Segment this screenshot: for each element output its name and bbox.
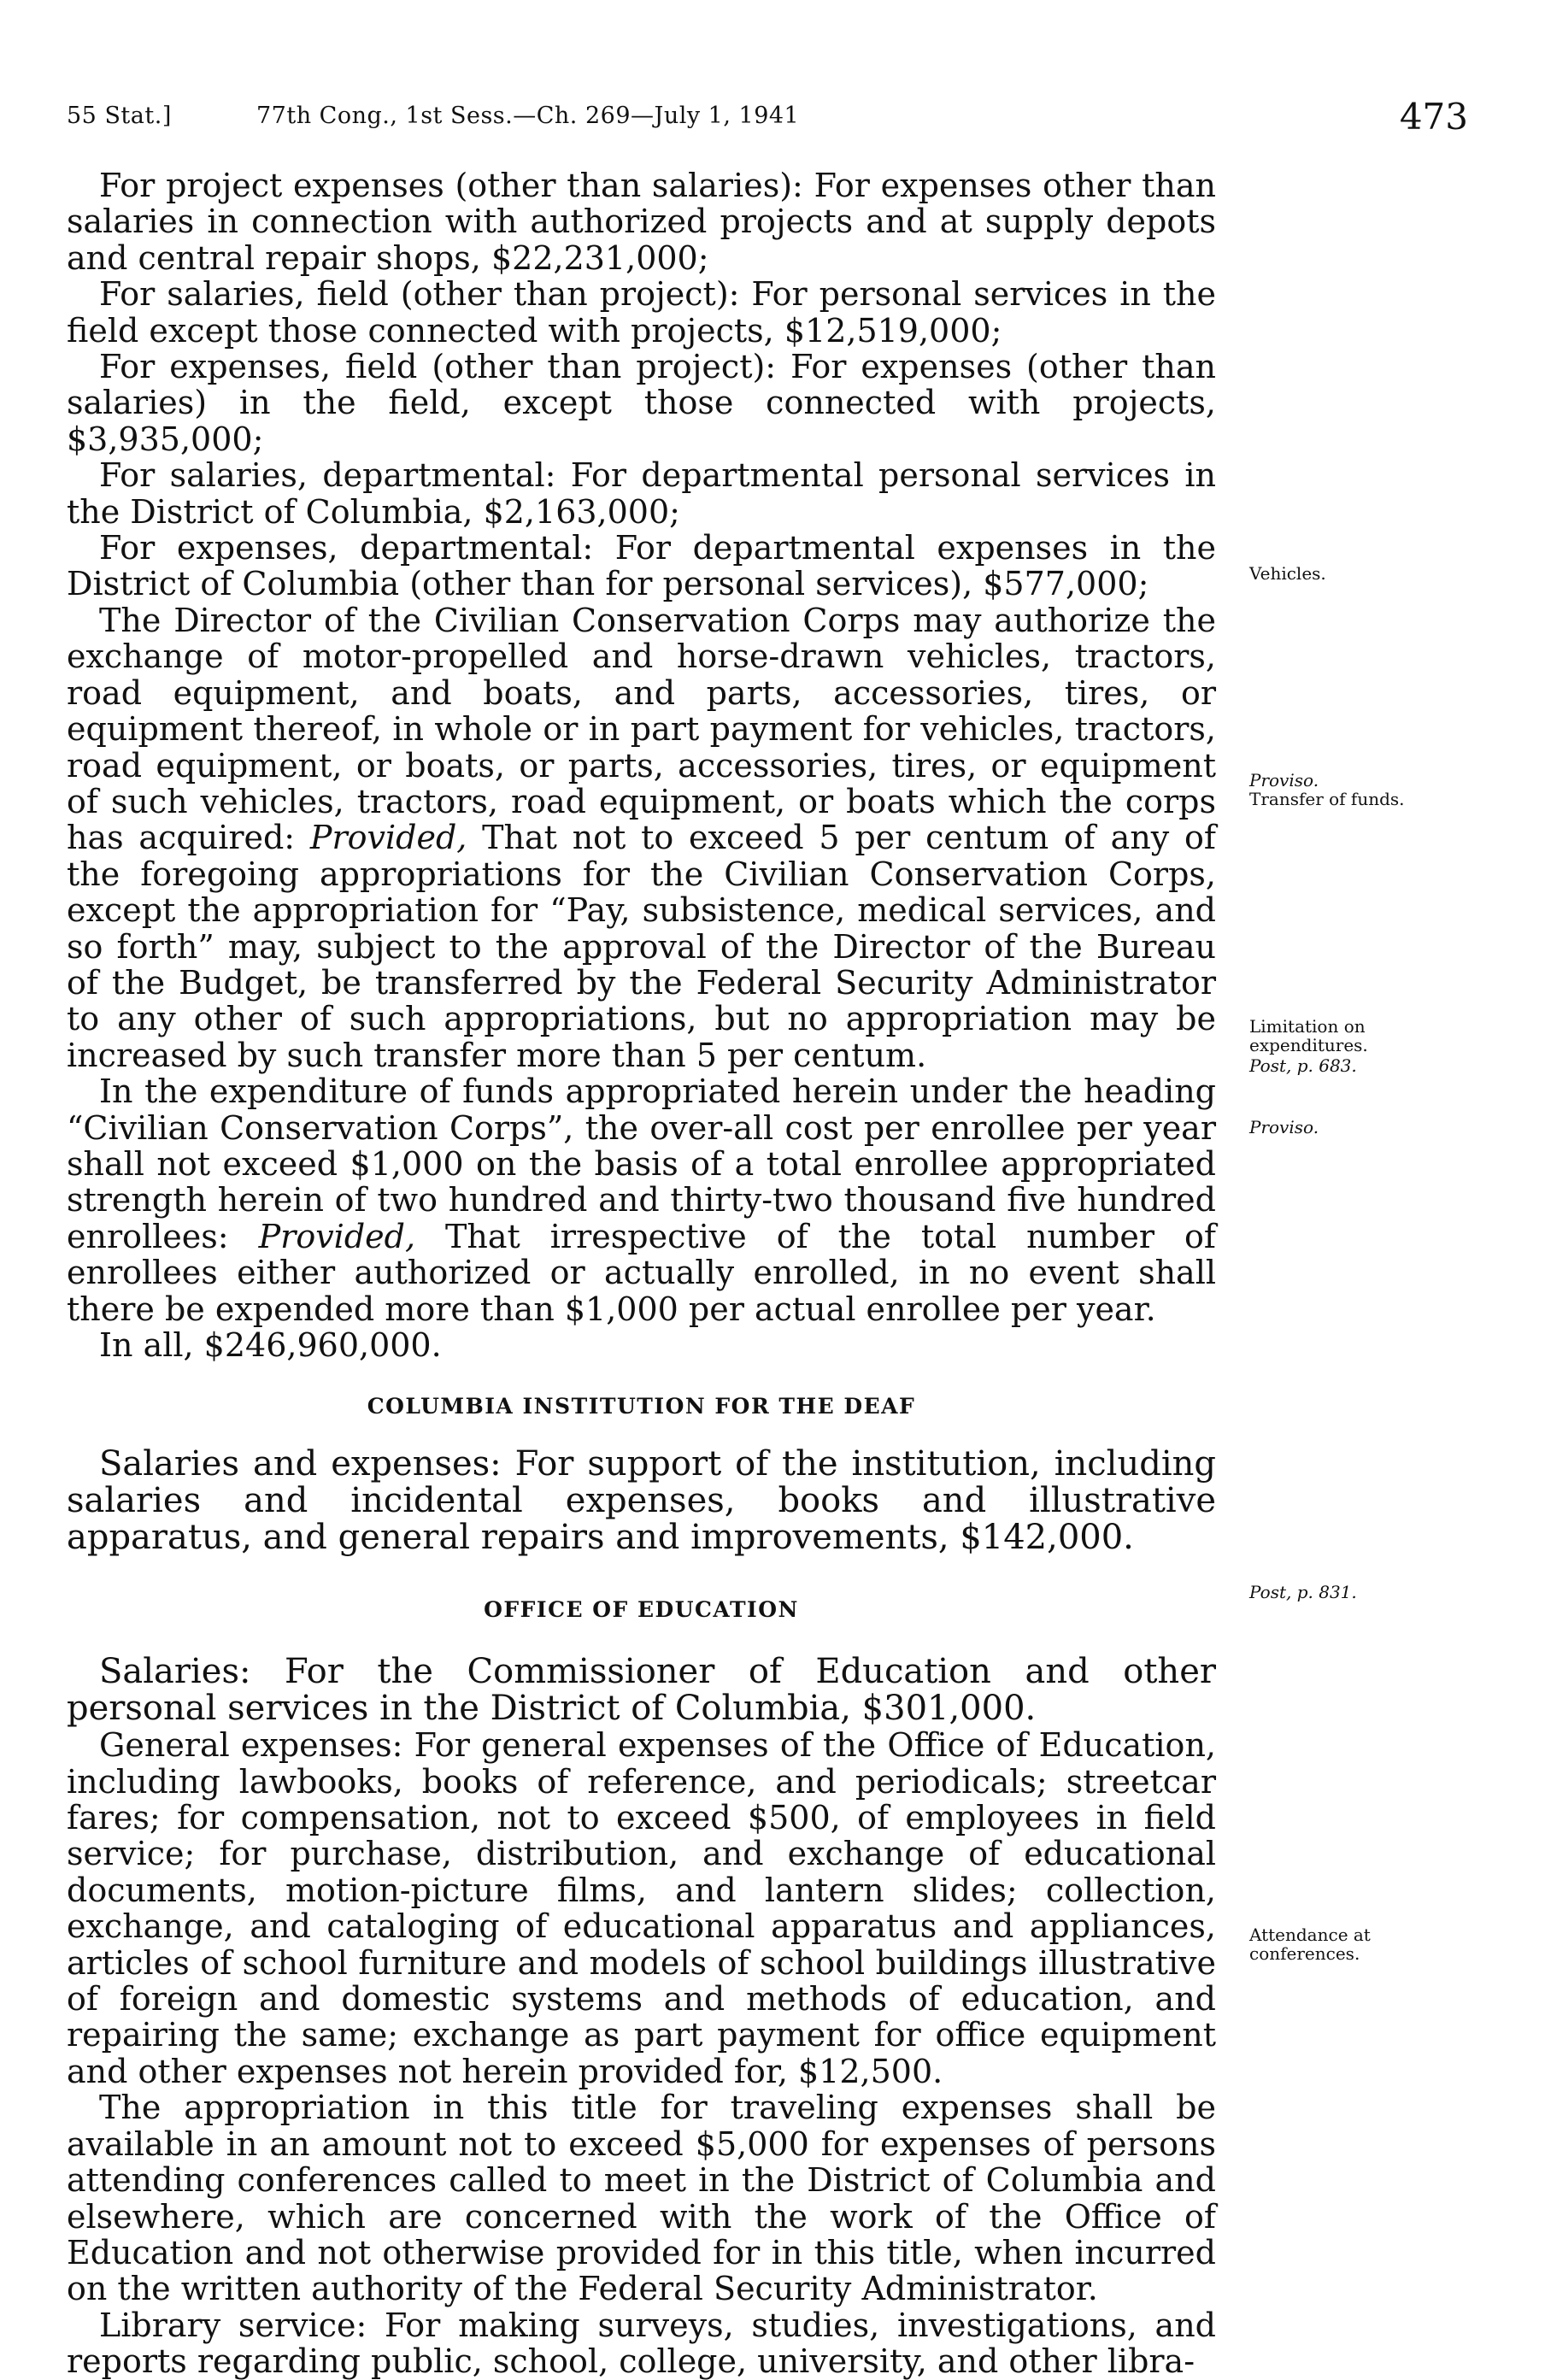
paragraph-project-expenses: For project expenses (other than salaries): For expenses other than salaries in connection with authorized projects and at supply depots and central repair shops, $22,231,000; [67,167,1216,277]
margin-note-attendance: Attendance at conferences. [1249,1925,1371,1964]
paragraph-education-salaries: Salaries: For the Commissioner of Education and other personal services in the District of Columbia, $301,000. [67,1652,1216,1729]
paragraph-traveling-expenses: The appropriation in this title for traveling expenses shall be available in an amount not to exceed $5,000 for expenses of persons attending conferences called to meet in the District of Columbia and elsewhere, which are concerned with the work of the Office of Education and not otherwise provided for in this title, when incurred on the written authority of the Federal Security Administrator. [67,2089,1216,2308]
margin-note-vehicles: Vehicles. [1249,563,1326,584]
margin-note-post-683: Post, p. 683. [1249,1055,1357,1076]
margin-note-post-831: Post, p. 831. [1249,1582,1357,1602]
body-text-column [67,167,1216,2380]
section-heading-education: OFFICE OF EDUCATION [484,1596,799,1622]
paragraph-enrollee-limitation: In the expenditure of funds appropriated herein under the heading “Civilian Conservation Corps”, the over-all cost per enrollee per year shall not exceed $1,000 on the basis of a total enrollee appropriated strength herein of two hundred and thirty-two thousand five hundred enrollees: Provided, That irrespective of the total number of enrollees either authorized or actually enrolled, in no event shall there be expended more than $1,000 per actual enrollee per year. [67,1072,1216,1328]
paragraph-library-service: Library service: For making surveys, studies, investigations, and reports regarding public, school, college, university, and other libra- [67,2306,1216,2380]
margin-note-limitation: Limitation on expenditures. [1249,1016,1368,1055]
paragraph-expenses-departmental: For expenses, departmental: For departmental expenses in the District of Columbia (other than for personal services), $577,000; [67,529,1216,603]
section-heading-deaf: COLUMBIA INSTITUTION FOR THE DEAF [367,1394,916,1419]
paragraph-expenses-field: For expenses, field (other than project): For expenses (other than salaries) in the field, except those connected with projects, $3,935,000; [67,348,1216,458]
paragraph-in-all: In all, $246,960,000. [99,1326,442,1364]
paragraph-deaf-salaries: Salaries and expenses: For support of the institution, including salaries and incidental expenses, books and illustrative apparatus, and general repairs and improvements, $142,000. [67,1443,1216,1557]
margin-note-proviso-2: Proviso. [1249,1117,1319,1137]
paragraph-salaries-field: For salaries, field (other than project): For personal services in the field except those connected with projects, $12,519,000; [67,275,1216,350]
margin-note-proviso: Proviso. [1249,770,1319,790]
session-chapter-date: 77th Cong., 1st Sess.—Ch. 269—July 1, 1941 [256,103,800,129]
statute-volume: 55 Stat.] [67,103,172,129]
paragraph-salaries-departmental: For salaries, departmental: For departmental personal services in the District of Columbia, $2,163,000; [67,456,1217,531]
paragraph-general-expenses: General expenses: For general expenses of the Office of Education, including lawbooks, books of reference, and periodicals; streetcar fares; for compensation, not to exceed $500, of employees in field service; for purchase, distribution, and exchange of educational documents, motion-picture films, and lantern slides; collection, exchange, and cataloging of educational apparatus and appliances, articles of school furniture and models of school buildings illustrative of foreign and domestic systems and methods of education, and repairing the same; exchange as part payment for office equipment and other expenses not herein provided for, $12,500. [67,1726,1216,2090]
margin-notes [1249,0,1506,2344]
paragraph-vehicles: The Director of the Civilian Conservation Corps may authorize the exchange of motor-propelled and horse-drawn vehicles, tractors, road equipment, and boats, and parts, accessories, tires, or equipment thereof, in whole or in part payment for vehicles, tractors, road equipment, or boats, or parts, accessories, tires, or equipment of such vehicles, tractors, road equipment, or boats which the corps has acquired: Provided, That not to exceed 5 per centum of any of the foregoing appropriations for the Civilian Conservation Corps, except the appropriation for “Pay, subsistence, medical services, and so forth” may, subject to the approval of the Director of the Bureau of the Budget, be transferred by the Federal Security Administrator to any other of such appropriations, but no appropriation may be increased by such transfer more than 5 per centum. [67,601,1217,1074]
margin-note-transfer-of-funds: Transfer of funds. [1249,789,1405,809]
page-number: 473 [1399,96,1468,138]
